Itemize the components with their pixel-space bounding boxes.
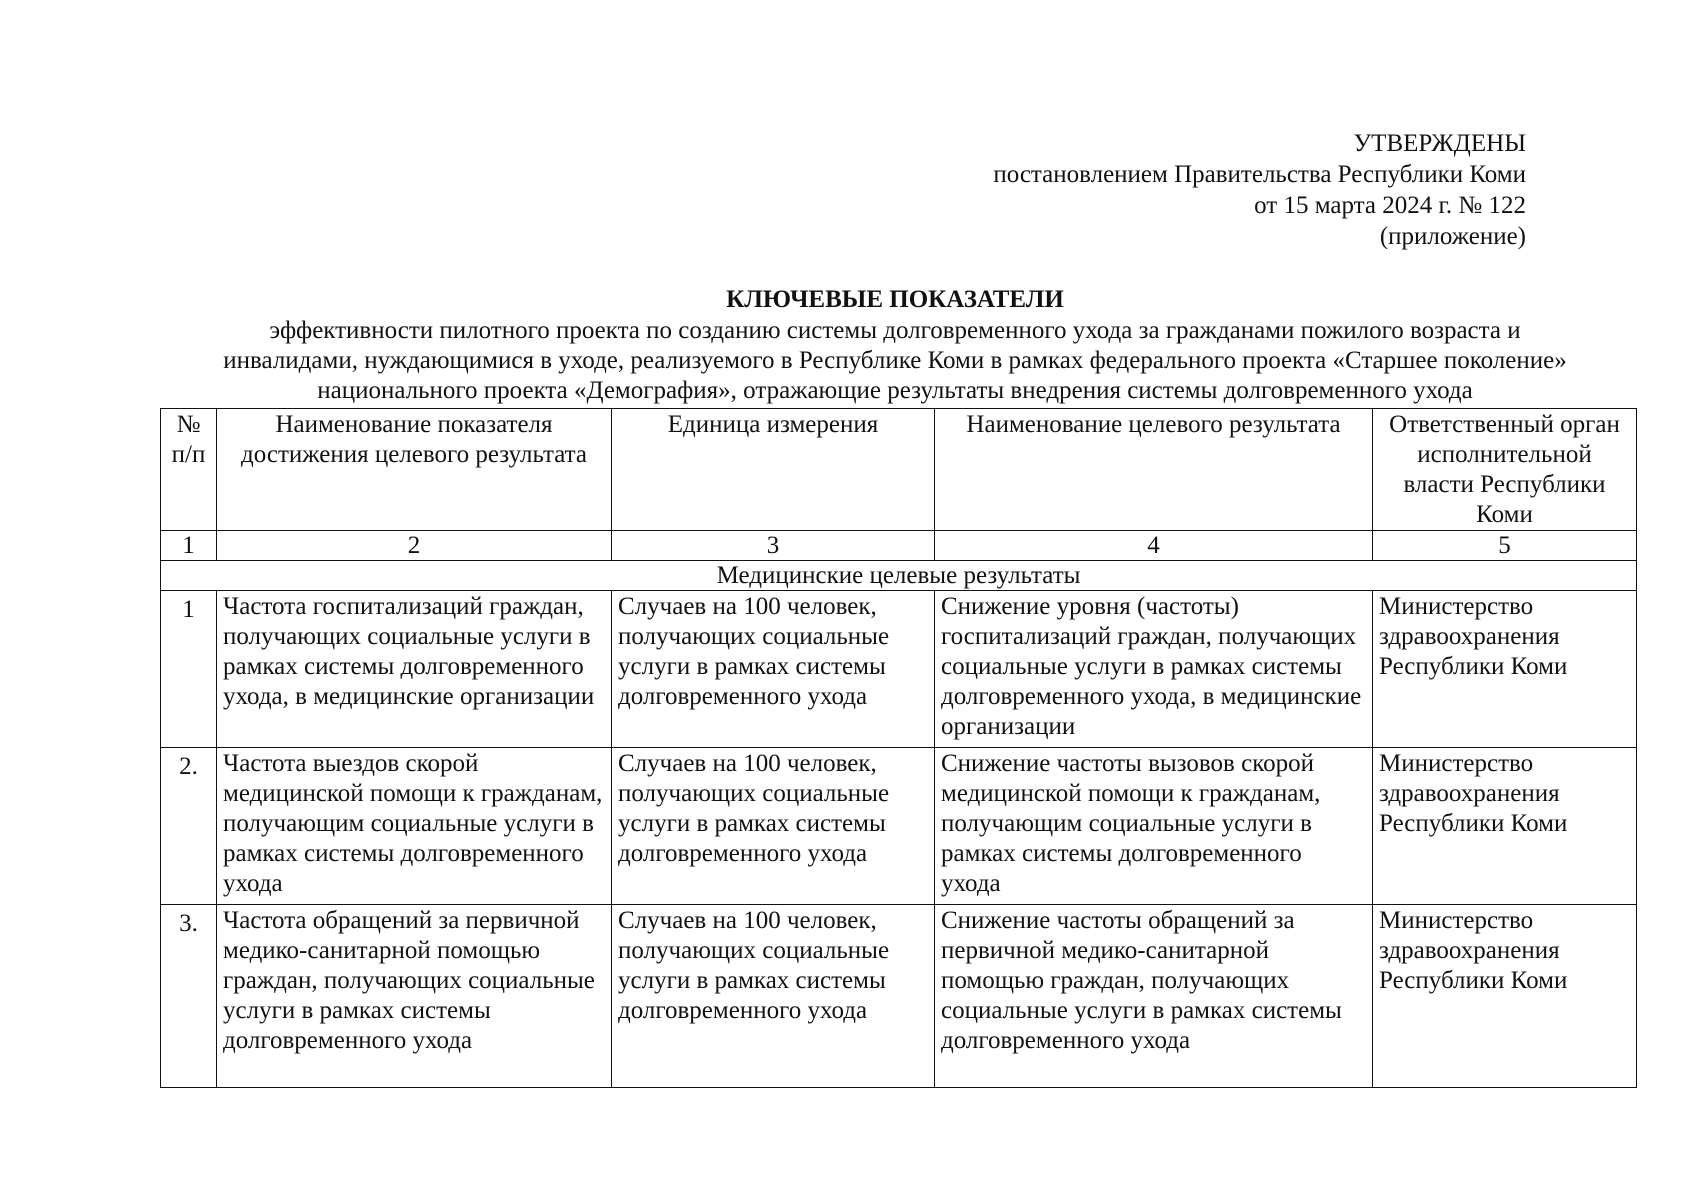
document-subtitle-line: эффективности пилотного проекта по созданию системы долговременного ухода за гражданами пожилого возраста и [269,317,1521,344]
document-subtitle-line: национального проекта «Демография», отражающие результаты внедрения системы долговременного ухода [317,377,1473,404]
header-number: № п/п [161,409,217,531]
header-unit: Единица измерения [612,409,935,531]
approval-heading: УТВЕРЖДЕНЫ [1353,130,1526,157]
approval-decree: постановлением Правительства Республики Коми [993,161,1526,188]
document-title: КЛЮЧЕВЫЕ ПОКАЗАТЕЛИ [726,286,1064,313]
responsible-body: Министерство здравоохранения Республики Коми [1373,905,1637,1088]
table-row [161,591,1637,748]
approval-annex: (приложение) [1379,223,1526,250]
section-title: Медицинские целевые результаты [161,561,1637,591]
approval-date: от 15 марта 2024 г. № 122 [1254,192,1526,219]
row-number: 2. [161,748,217,905]
header-responsible-body: Ответственный орган исполнительной власти Республики Коми [1373,409,1637,531]
responsible-body: Министерство здравоохранения Республики Коми [1373,591,1637,748]
responsible-body: Министерство здравоохранения Республики Коми [1373,748,1637,905]
indicator-name: Частота госпитализаций граждан, получающих социальные услуги в рамках системы долговременного ухода, в медицинские организации [217,591,612,748]
row-number: 1 [161,591,217,748]
header-indicator: Наименование показателя достижения целевого результата [217,409,612,531]
target-result: Снижение уровня (частоты) госпитализаций граждан, получающих социальные услуги в рамках системы долговременного ухода, в медицинские организации [935,591,1373,748]
section-row [161,561,1637,591]
target-result: Снижение частоты вызовов скорой медицинской помощи к гражданам, получающим социальные услуги в рамках системы долговременного ухода [935,748,1373,905]
document-subtitle-line: инвалидами, нуждающимися в уходе, реализуемого в Республике Коми в рамках федерального проекта «Старшее поколение» [223,347,1567,374]
target-result: Снижение частоты обращений за первичной медико-санитарной помощью граждан, получающих социальные услуги в рамках системы долговременного ухода [935,905,1373,1088]
header-target-result: Наименование целевого результата [935,409,1373,531]
column-number: 1 [161,531,217,561]
unit-of-measure: Случаев на 100 человек, получающих социальные услуги в рамках системы долговременного ухода [612,748,935,905]
unit-of-measure: Случаев на 100 человек, получающих социальные услуги в рамках системы долговременного ухода [612,591,935,748]
column-number-row [161,531,1637,561]
indicators-table [160,408,1637,1088]
approval-block [993,128,1526,252]
table-row [161,748,1637,905]
column-number: 2 [217,531,612,561]
indicator-name: Частота выездов скорой медицинской помощи к гражданам, получающим социальные услуги в рамках системы долговременного ухода [217,748,612,905]
unit-of-measure: Случаев на 100 человек, получающих социальные услуги в рамках системы долговременного ухода [612,905,935,1088]
indicator-name: Частота обращений за первичной медико-санитарной помощью граждан, получающих социальные услуги в рамках системы долговременного ухода [217,905,612,1088]
column-number: 3 [612,531,935,561]
row-number: 3. [161,905,217,1088]
table-header-row [161,409,1637,531]
column-number: 5 [1373,531,1637,561]
table-row [161,905,1637,1088]
title-block [150,284,1640,406]
column-number: 4 [935,531,1373,561]
